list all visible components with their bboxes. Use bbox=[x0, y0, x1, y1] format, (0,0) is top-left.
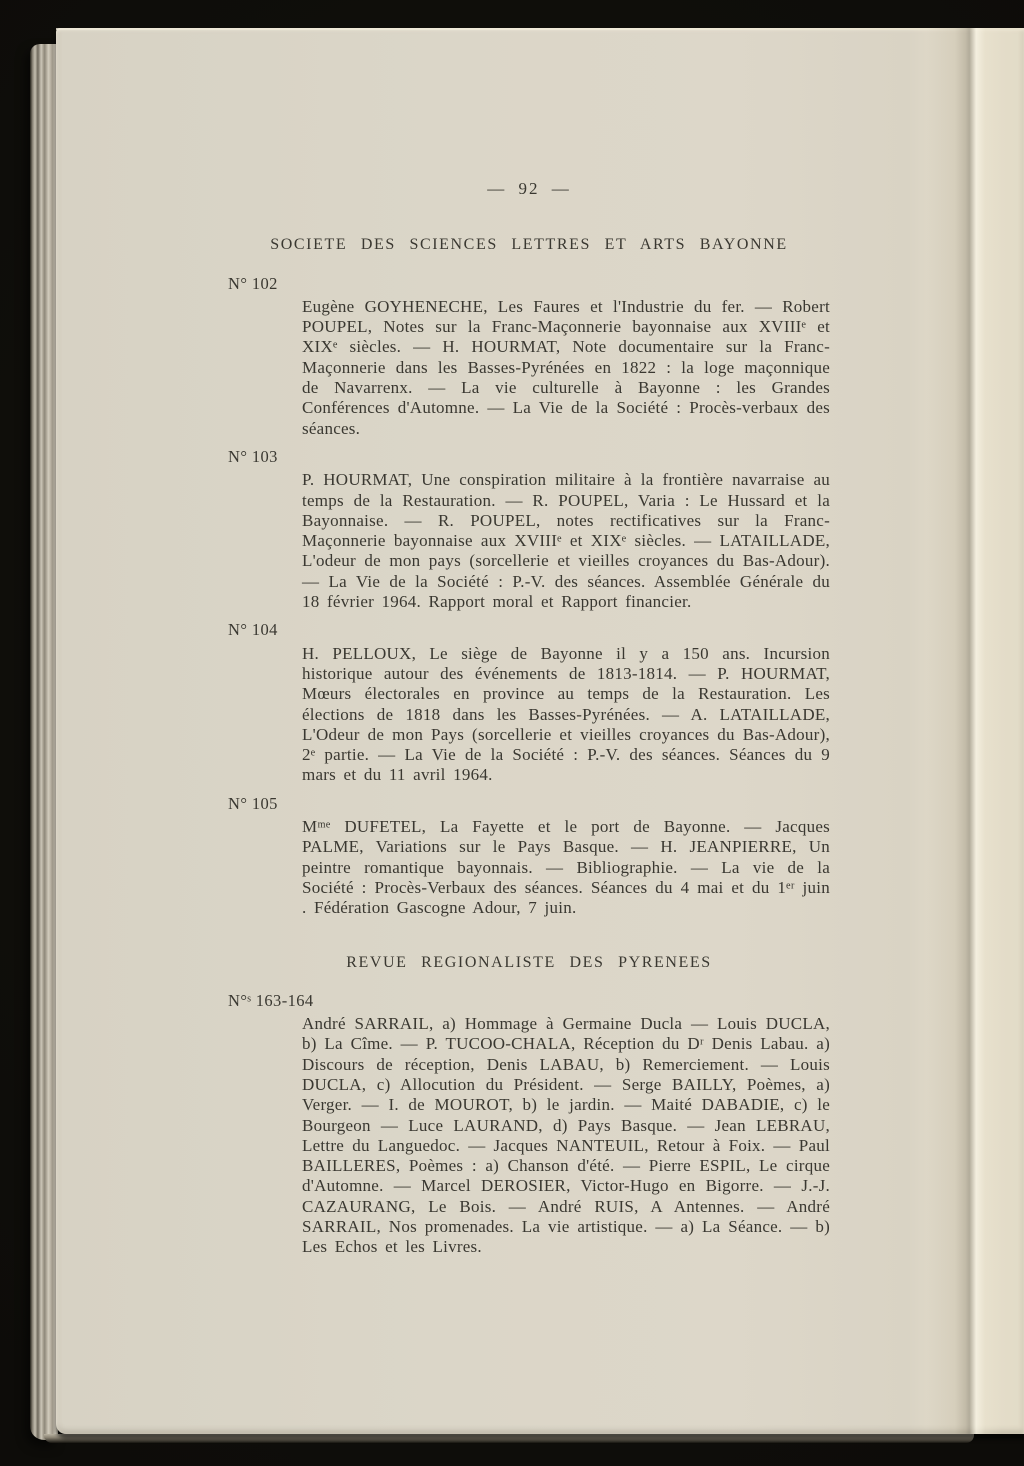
section-societe-bayonne bbox=[228, 235, 830, 918]
journal-entry bbox=[228, 274, 830, 439]
journal-entry bbox=[228, 794, 830, 919]
issue-number: N°ˢ 163-164 bbox=[228, 990, 314, 1010]
issue-number: N° 102 bbox=[228, 273, 278, 293]
issue-contents: Eugène GOYHENECHE, Les Faures et l'Industrie du fer. — Robert POUPEL, Notes sur la Franc-Maçonnerie bayonnaise aux XVIIIᵉ et XIXᵉ siècles. — H. HOURMAT, Note documentaire sur la Franc-Maçonnerie dans les Basses-Pyrénées en 1822 : la loge maçonnique de Navarrenx. — La vie culturelle à Bayonne : les Grandes Conférences d'Automne. — La Vie de la Société : Procès-verbaux des séances. bbox=[302, 296, 830, 438]
page-number: — 92 — bbox=[487, 179, 571, 198]
book-page bbox=[56, 28, 1024, 1434]
page-stack-edge bbox=[30, 44, 58, 1440]
issue-contents: H. PELLOUX, Le siège de Bayonne il y a 150 ans. Incursion historique autour des événements de 1813-1814. — P. HOURMAT, Mœurs électorales en province au temps de la Restauration. Les élections de 1818 dans les Basses-Pyrénées. — A. LATAILLADE, L'Odeur de mon Pays (sorcellerie et vieilles croyances du Bas-Adour), 2ᵉ partie. — La Vie de la Société : P.-V. des séances. Séances du 9 mars et du 11 avril 1964. bbox=[302, 643, 830, 785]
issue-number: N° 103 bbox=[228, 446, 278, 466]
journal-entry bbox=[228, 447, 830, 612]
page-fold-crease bbox=[926, 28, 1002, 1434]
issue-contents: André SARRAIL, a) Hommage à Germaine Ducla — Louis DUCLA, b) La Cîme. — P. TUCOO-CHALA, Réception du Dʳ Denis Labau. a) Discours de réception, Denis LABAU, b) Remerciement. — Louis DUCLA, c) Allocution du Président. — Serge BAILLY, Poèmes, a) Verger. — I. de MOUROT, b) le jardin. — Maité DABADIE, c) le Bourgeon — Luce LAURAND, d) Pays Basque. — Jean LEBRAU, Lettre du Languedoc. — Jacques NANTEUIL, Retour à Foix. — Paul BAILLERES, Poèmes : a) Chanson d'été. — Pierre ESPIL, Le cirque d'Automne. — Marcel DEROSIER, Victor-Hugo en Bigorre. — J.-J. CAZAURANG, Le Bois. — André RUIS, A Antennes. — André SARRAIL, Nos promenades. La vie artistique. — a) La Séance. — b) Les Echos et les Livres. bbox=[302, 1014, 830, 1257]
section-title: REVUE REGIONALISTE DES PYRENEES bbox=[346, 953, 712, 971]
journal-entry bbox=[228, 620, 830, 785]
page-content bbox=[228, 28, 830, 1258]
issue-contents: P. HOURMAT, Une conspiration militaire à la frontière navarraise au temps de la Restauration. — R. POUPEL, Varia : Le Hussard et la Bayonnaise. — R. POUPEL, notes rectificatives sur la Franc-Maçonnerie bayonnaise aux XVIIIᵉ et XIXᵉ siècles. — LATAILLADE, L'odeur de mon pays (sorcellerie et vieilles croyances du Bas-Adour). — La Vie de la Société : P.-V. des séances. Assemblée Générale du 18 février 1964. Rapport moral et Rapport financier. bbox=[302, 470, 830, 612]
section-title: SOCIETE DES SCIENCES LETTRES ET ARTS BAYONNE bbox=[270, 236, 788, 254]
journal-entry bbox=[228, 991, 830, 1258]
issue-number: N° 104 bbox=[228, 620, 278, 640]
page-stack-bottom-edge bbox=[44, 1434, 974, 1443]
issue-contents: Mᵐᵉ DUFETEL, La Fayette et le port de Bayonne. — Jacques PALME, Variations sur le Pays Basque. — H. JEANPIERRE, Un peintre romantique bayonnais. — Bibliographie. — La vie de la Société : Procès-Verbaux des séances. Séances du 4 mai et du 1ᵉʳ juin . Fédération Gascogne Adour, 7 juin. bbox=[302, 817, 830, 918]
issue-number: N° 105 bbox=[228, 793, 278, 813]
section-revue-regionaliste bbox=[228, 953, 830, 1258]
